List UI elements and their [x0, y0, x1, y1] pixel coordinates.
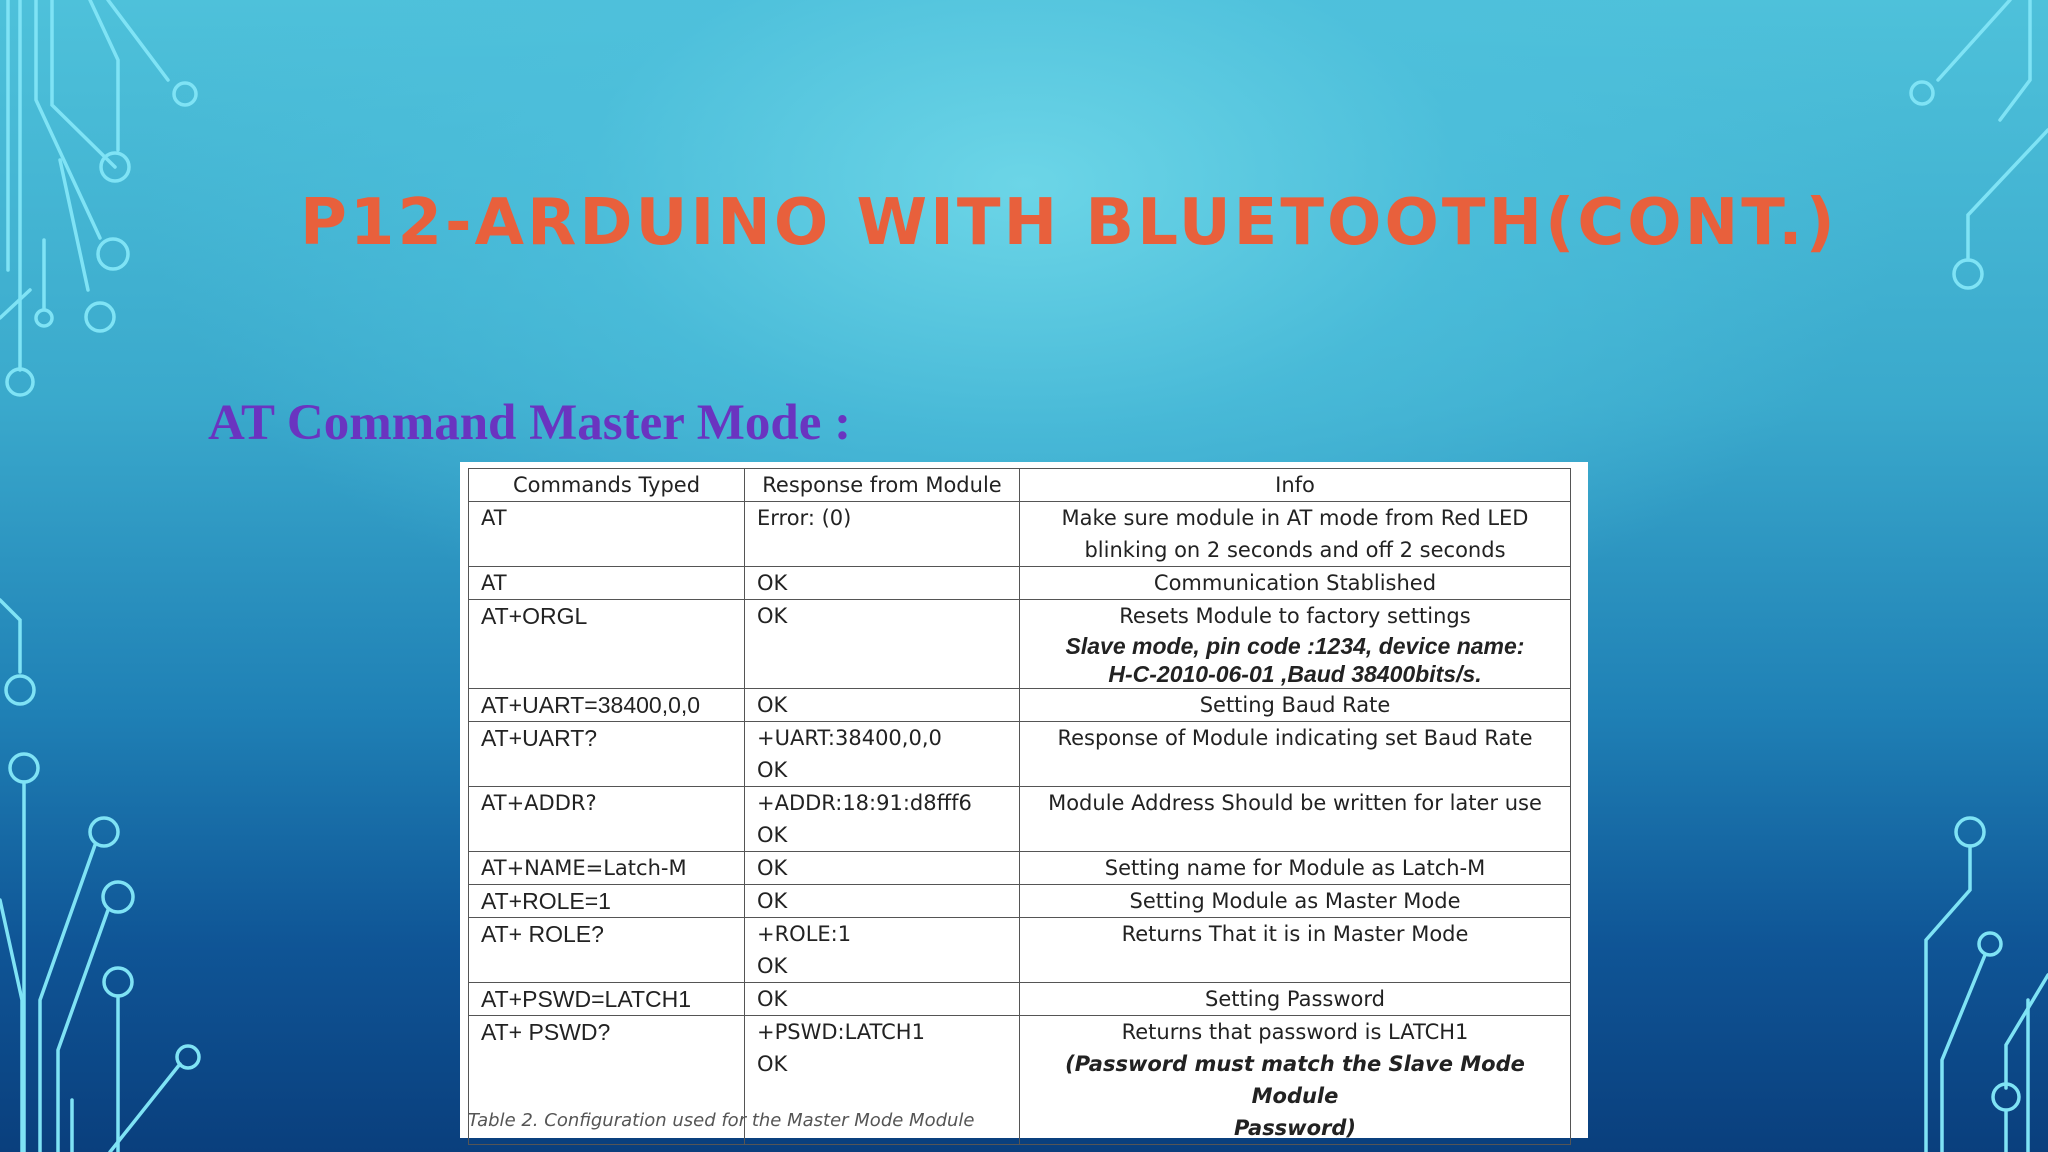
response-cell: OK	[745, 600, 1020, 689]
response-line: OK	[757, 823, 788, 847]
response-line: OK	[757, 758, 788, 782]
command-cell: AT+ PSWD?	[469, 1016, 745, 1145]
table-row	[469, 983, 1571, 1016]
command-cell: AT+UART=38400,0,0	[469, 689, 745, 722]
response-cell: OK	[745, 689, 1020, 722]
slide-subtitle: AT Command Master Mode :	[208, 395, 852, 451]
table-caption: Table 2. Configuration used for the Master Mode Module	[468, 1110, 975, 1131]
table-row	[469, 689, 1571, 722]
response-cell: OK	[745, 885, 1020, 918]
response-cell: OK	[745, 567, 1020, 600]
info-line: Returns that password is LATCH1	[1121, 1020, 1469, 1044]
response-cell: Error: (0)	[745, 502, 1020, 567]
info-cell: Response of Module indicating set Baud Rate	[1020, 722, 1571, 787]
info-line: blinking on 2 seconds and off 2 seconds	[1084, 538, 1506, 562]
info-emphasis-line: Password)	[1233, 1116, 1357, 1140]
info-cell: Module Address Should be written for later use	[1020, 787, 1571, 852]
info-line: Make sure module in AT mode from Red LED	[1061, 506, 1529, 530]
command-cell: AT	[469, 502, 745, 567]
table-row	[469, 567, 1571, 600]
info-emphasis-line: (Password must match the Slave Mode Module	[1065, 1052, 1525, 1108]
table-row	[469, 722, 1571, 787]
table-row	[469, 600, 1571, 689]
info-emphasis-line: H-C-2010-06-01 ,Baud 38400bits/s.	[1108, 661, 1482, 687]
table-row	[469, 787, 1571, 852]
info-cell: Setting Baud Rate	[1020, 689, 1571, 722]
table-row	[469, 502, 1571, 567]
table-row	[469, 885, 1571, 918]
table-row	[469, 852, 1571, 885]
response-line: +ROLE:1	[757, 922, 852, 946]
response-cell: OK	[745, 983, 1020, 1016]
info-cell: Returns That it is in Master Mode	[1020, 918, 1571, 983]
info-cell	[1020, 1016, 1571, 1145]
command-cell: AT+UART?	[469, 722, 745, 787]
at-command-table	[468, 468, 1571, 1145]
info-cell: Setting name for Module as Latch-M	[1020, 852, 1571, 885]
table-row	[469, 918, 1571, 983]
response-cell	[745, 787, 1020, 852]
info-cell	[1020, 600, 1571, 689]
response-line: OK	[757, 954, 788, 978]
info-cell	[1020, 502, 1571, 567]
table-header-row	[469, 469, 1571, 502]
response-cell	[745, 918, 1020, 983]
command-cell: AT+ROLE=1	[469, 885, 745, 918]
response-cell	[745, 722, 1020, 787]
info-cell: Setting Module as Master Mode	[1020, 885, 1571, 918]
command-cell: AT	[469, 567, 745, 600]
command-cell: AT+PSWD=LATCH1	[469, 983, 745, 1016]
info-cell: Communication Stablished	[1020, 567, 1571, 600]
at-command-table-panel	[460, 462, 1588, 1138]
header-info: Info	[1020, 469, 1571, 502]
response-line: +ADDR:18:91:d8fff6	[757, 791, 972, 815]
header-response: Response from Module	[745, 469, 1020, 502]
info-emphasis-line: Slave mode, pin code :1234, device name:	[1065, 633, 1525, 659]
header-commands-typed: Commands Typed	[469, 469, 745, 502]
response-cell: OK	[745, 852, 1020, 885]
response-line: OK	[757, 1052, 788, 1076]
response-line: +UART:38400,0,0	[757, 726, 942, 750]
response-line: +PSWD:LATCH1	[757, 1020, 925, 1044]
info-line: Resets Module to factory settings	[1119, 604, 1471, 628]
slide-title: P12-ARDUINO WITH BLUETOOTH(CONT.)	[300, 186, 1838, 260]
command-cell: AT+ORGL	[469, 600, 745, 689]
command-cell: AT+ ROLE?	[469, 918, 745, 983]
command-cell: AT+ADDR?	[469, 787, 745, 852]
command-cell: AT+NAME=Latch-M	[469, 852, 745, 885]
info-cell: Setting Password	[1020, 983, 1571, 1016]
